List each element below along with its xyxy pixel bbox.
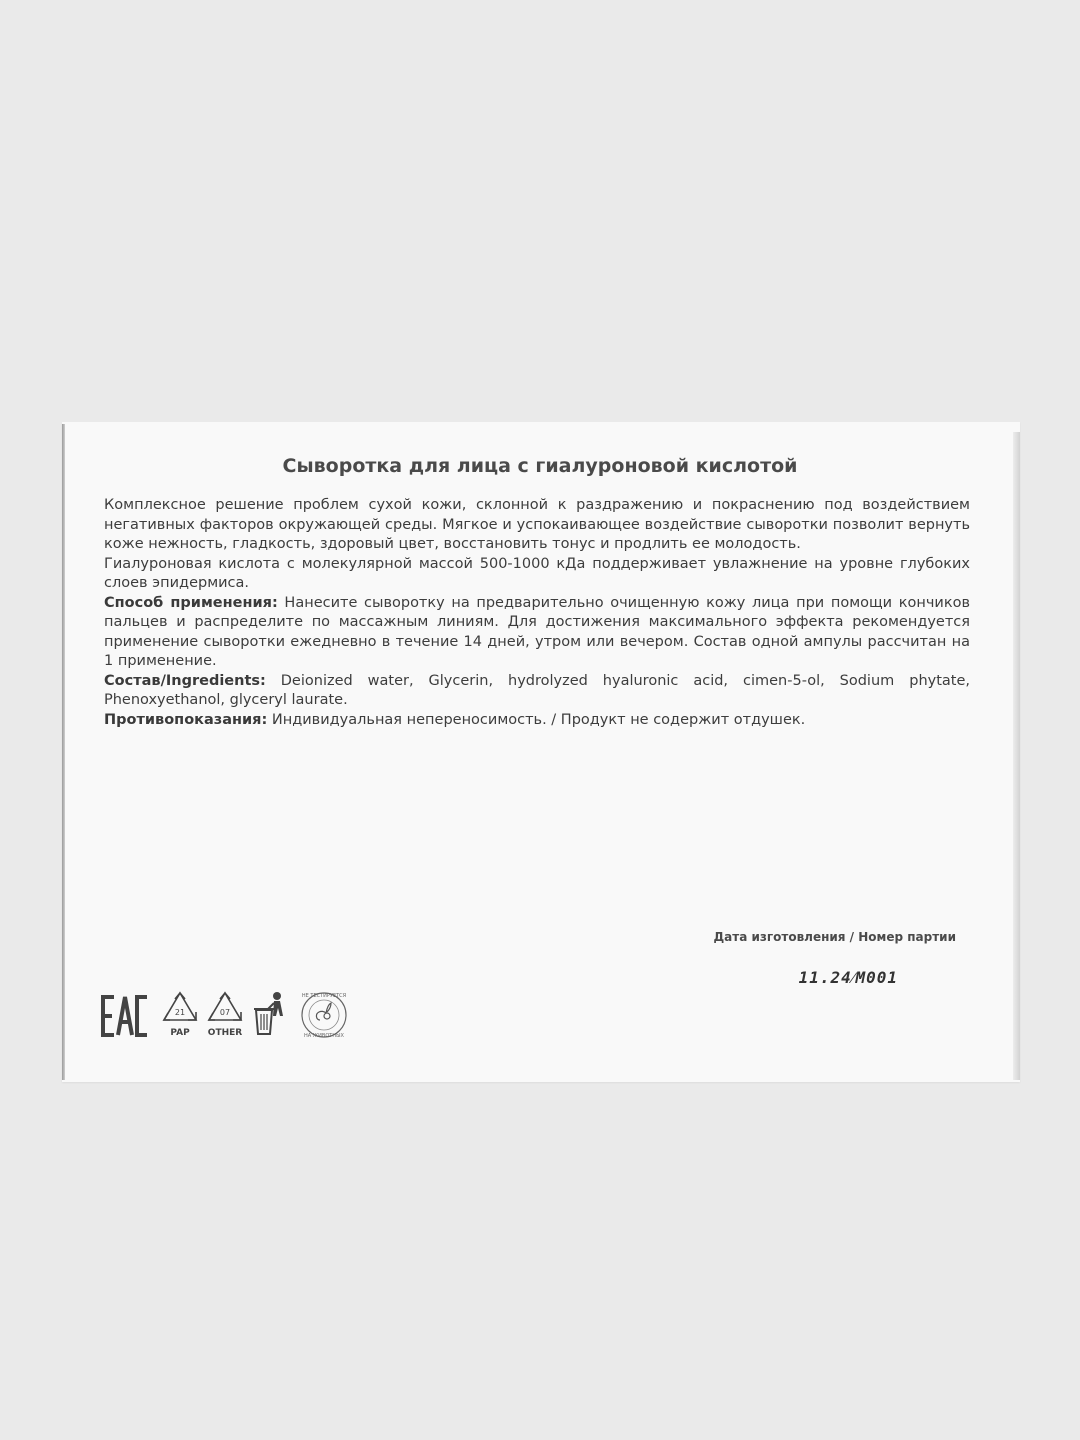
usage-paragraph bbox=[104, 594, 970, 672]
usage-label: Способ применения: bbox=[104, 594, 278, 611]
ingredients-label: Состав/Ingredients: bbox=[104, 672, 266, 689]
recycle-pap-label: PAP bbox=[170, 1028, 190, 1038]
product-description bbox=[104, 496, 970, 730]
cruelty-free-text-bottom: НА ЖИВОТНЫХ bbox=[304, 1033, 344, 1039]
ingredients-paragraph bbox=[104, 672, 970, 711]
ingredients-text: Deionized water, Glycerin, hydrolyzed hyaluronic acid, cimen-5-ol, Sodium phytate, Phenoxyethanol, glyceryl laurate. bbox=[104, 672, 970, 708]
recycle-pap-icon bbox=[160, 990, 200, 1040]
usage-text: Нанесите сыворотку на предварительно очищенную кожу лица при помощи кончиков пальцев и распределите по массажным линиям. Для достижения максимального эффекта рекомендуется применение сыворотки ежедневно в течение 14 дней, утром или вечером. Состав одной ампулы рассчитан на 1 применение. bbox=[104, 594, 971, 669]
product-title: Сыворотка для лица с гиалуроновой кислотой bbox=[282, 455, 798, 477]
description-paragraph-2: Гиалуроновая кислота с молекулярной массой 500-1000 кДа поддерживает увлажнение на уровне глубоких слоев эпидермиса. bbox=[104, 555, 970, 591]
box-left-edge bbox=[62, 424, 65, 1080]
recycle-pap-number: 21 bbox=[174, 1008, 186, 1017]
description-paragraph-1: Комплексное решение проблем сухой кожи, склонной к раздражению и покраснению под воздействием негативных факторов окружающей среды. Мягкое и успокаивающее воздействие сыворотки позволит вернуть коже нежность, гладкость, здоровый цвет, восстановить тонус и продлить ее молодость. bbox=[104, 497, 970, 552]
batch-code: 11.24⁄M001 bbox=[798, 968, 898, 987]
contraindications-label: Противопоказания: bbox=[104, 711, 268, 728]
tidyman-bin-icon bbox=[250, 990, 290, 1038]
contraindications-text: Индивидуальная непереносимость. / Продукт не содержит отдушек. bbox=[267, 711, 806, 728]
contraindications-paragraph bbox=[104, 711, 970, 731]
recycle-other-label: OTHER bbox=[207, 1028, 243, 1038]
eac-mark-icon bbox=[100, 994, 150, 1038]
recycle-other-number: 07 bbox=[219, 1008, 231, 1017]
manufacture-date-label: Дата изготовления / Номер партии bbox=[713, 930, 956, 944]
box-right-edge bbox=[1013, 432, 1020, 1080]
cruelty-free-rabbit-icon bbox=[296, 990, 352, 1040]
recycle-other-icon bbox=[204, 990, 246, 1040]
cruelty-free-text-top: НЕ ТЕСТИРУЕТСЯ bbox=[301, 993, 347, 999]
